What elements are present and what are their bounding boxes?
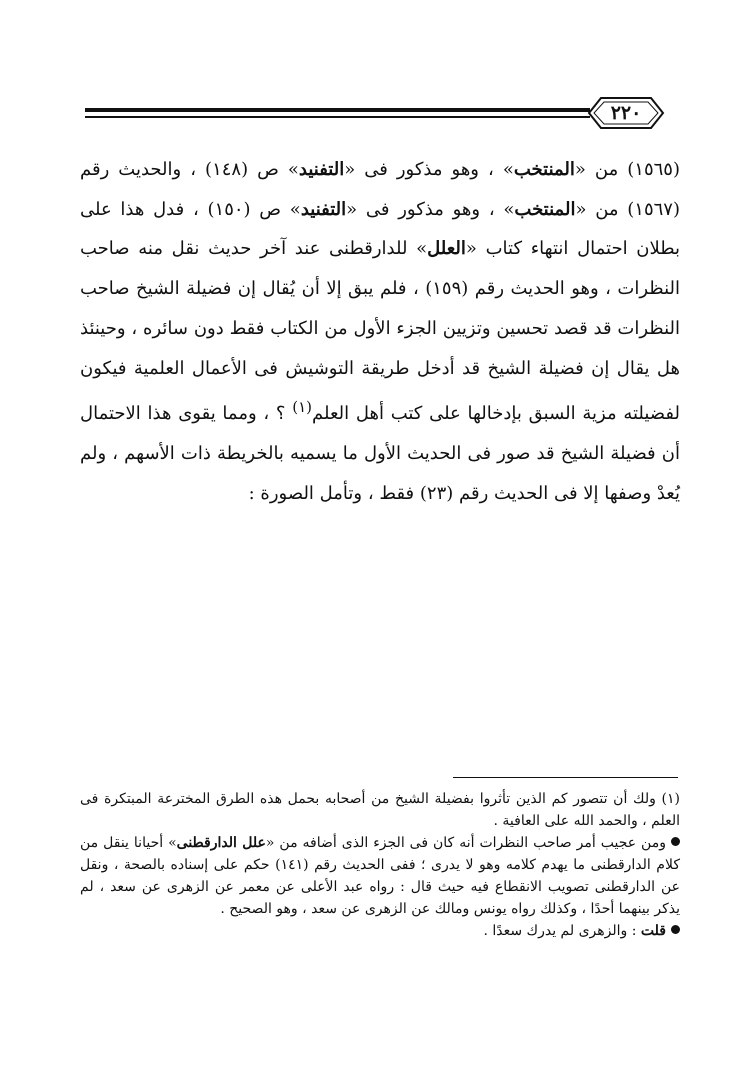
- main-text: [80, 150, 680, 513]
- header-rule-thick: [85, 108, 590, 112]
- main-paragraph: [80, 150, 680, 513]
- text-run: » ، وهو مذكور فى «: [344, 159, 514, 180]
- footnotes: [80, 788, 680, 942]
- footnote-2: [80, 832, 680, 920]
- bold-title-tafnid: التفنيد: [298, 159, 345, 180]
- page-number: ٢٢٠: [610, 102, 642, 124]
- text-run: : والزهرى لم يدرك سعدًا .: [483, 923, 641, 939]
- page-header: [85, 96, 665, 136]
- footnote-3: [80, 920, 680, 942]
- text-run: » ص (١٤٨) ، والحديث رقم (١٥٦٧) من «: [80, 159, 680, 220]
- bold-title-muntakhab: المنتخب: [513, 159, 575, 180]
- bullet-icon: [671, 837, 680, 846]
- text-run: ومن عجيب أمر صاحب النظرات أنه كان فى الجزء الذى أضافه من «: [265, 835, 666, 851]
- text-run: » للدارقطنى عند آخر حديث نقل منه صاحب النظرات ، وهو الحديث رقم (١٥٩) ، فلم يبق إلا أن يُقال إن فضيلة الشيخ صاحب النظرات قد قصد تحسين وتزيين الجزء الأول من الكتاب فقط دون سائره ، وحينئذ هل يقال إن فضيلة الشيخ قد أدخل طريقة التوشيش فى الأعمال العلمية فيكون لفضيلته مزية السبق بإدخالها على كتب أهل العلم: [80, 238, 680, 425]
- footnote-marker: (١): [292, 398, 312, 417]
- bold-label-qultu: قلت: [640, 923, 666, 939]
- bullet-icon: [671, 925, 680, 934]
- footnote-separator: [453, 777, 678, 778]
- bold-title-ilal-daraqutni: علل الدارقطنى: [176, 835, 266, 851]
- header-rule-thin: [85, 116, 590, 118]
- text-run: » ص (١٥٠) ، فدل هذا على بطلان احتمال انتهاء كتاب «: [80, 198, 681, 260]
- text-run: » أحيانا ينقل من كلام الدارقطنى ما يهدم كلامه وهو لا يدرى ؛ ففى الحديث رقم (١٤١) حكم على إسناده بالصحة ، ونقل عن الدارقطنى تصويب الانقطاع فيه حيث قال : رواه عبد الأعلى عن معمر عن الزهرى عن سعد ، لم يذكر بينهما أحدًا ، وكذلك رواه يونس ومالك عن الزهرى عن سعد ، وهو الصحيح .: [80, 835, 680, 917]
- page-number-badge: [587, 96, 665, 130]
- text-run: (١٥٦٥) من «: [574, 159, 680, 180]
- bold-title-ilal: العلل: [427, 238, 466, 260]
- footnote-1: (١) ولك أن تتصور كم الذين تأثروا بفضيلة الشيخ من أصحابه بحمل هذه الطرق المخترعة المبتكرة فى العلم ، والحمد الله على العافية .: [80, 791, 680, 829]
- bold-title-tafnid: التفنيد: [300, 198, 347, 220]
- text-run: » ، وهو مذكور فى «: [346, 198, 515, 220]
- bold-title-muntakhab: المنتخب: [514, 198, 576, 220]
- text-run: ؟ ، ومما يقوى هذا الاحتمال أن فضيلة الشيخ قد صور فى الحديث الأول ما يسميه بالخريطة ذات الأسهم ، ولم يُعدْ وصفها إلا فى الحديث رقم (٢٣) فقط ، وتأمل الصورة :: [80, 403, 680, 504]
